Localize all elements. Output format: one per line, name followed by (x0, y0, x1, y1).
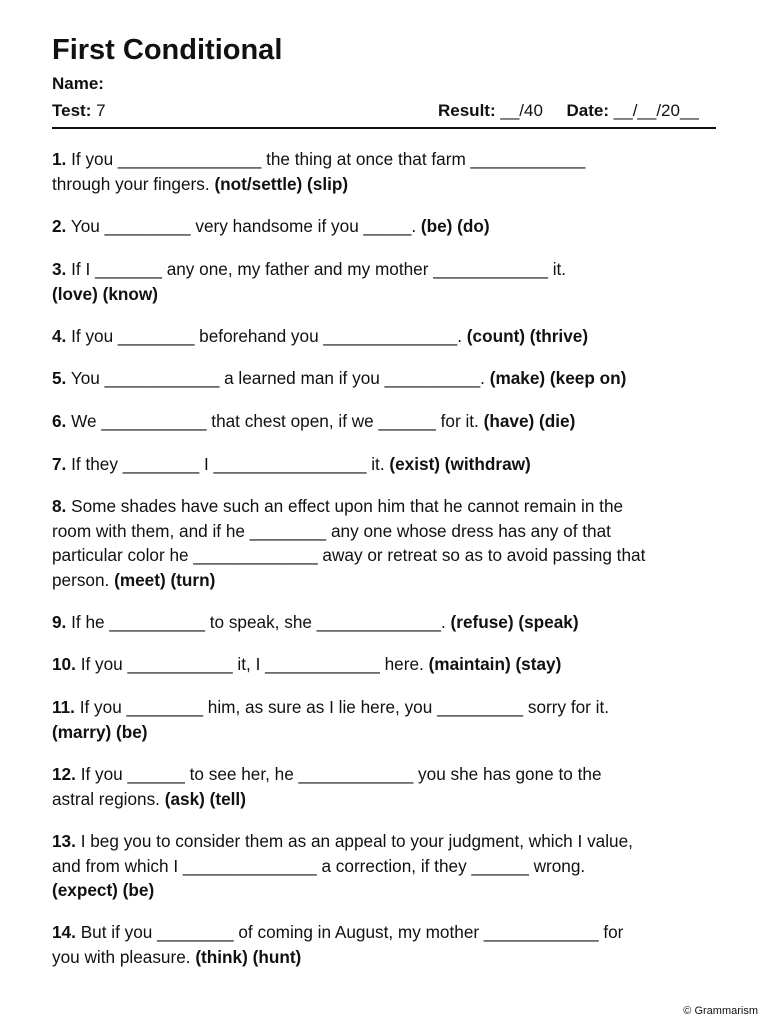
question-text-line: If I _______ any one, my father and my mother ____________ it. (71, 259, 567, 279)
question-6 (52, 409, 716, 434)
question-1 (52, 147, 716, 196)
question-number: 6. (52, 411, 67, 431)
question-number: 12. (52, 764, 76, 784)
test-row (52, 100, 716, 122)
question-13 (52, 829, 716, 903)
question-text-line: We ___________ that chest open, if we ______ for it. (71, 411, 479, 431)
question-text-line: you with pleasure. (52, 946, 191, 967)
verb-hints: (exist) (withdraw) (389, 454, 531, 474)
question-text-line: I beg you to consider them as an appeal to your judgment, which I value, (80, 831, 633, 851)
question-text-line: person. (52, 569, 110, 590)
question-text-line: You _________ very handsome if you _____. (70, 216, 417, 236)
question-5 (52, 366, 716, 391)
question-text-line: and from which I ______________ a correction, if they ______ wrong. (52, 855, 586, 876)
test-label: Test: (52, 101, 92, 120)
question-text-line: If they ________ I ________________ it. (71, 454, 385, 474)
question-number: 1. (52, 149, 67, 169)
question-10 (52, 652, 716, 677)
question-text-line: But if you ________ of coming in August, my mother ____________ for (80, 922, 624, 942)
test-number: 7 (96, 101, 106, 120)
verb-hints: (love) (know) (52, 283, 158, 304)
verb-hints: (have) (die) (483, 411, 576, 431)
result-date-group (438, 100, 699, 122)
question-number: 7. (52, 454, 67, 474)
verb-hints: (ask) (tell) (164, 788, 246, 809)
verb-hints: (maintain) (stay) (428, 654, 562, 674)
question-text-line: You ____________ a learned man if you __________. (70, 368, 485, 388)
question-11 (52, 695, 716, 744)
question-9 (52, 610, 716, 635)
verb-hints: (count) (thrive) (466, 326, 589, 346)
verb-hints: (refuse) (speak) (450, 612, 579, 632)
question-text-line: If he __________ to speak, she _____________. (71, 612, 446, 632)
question-number: 9. (52, 612, 67, 632)
question-text-line: If you ______ to see her, he ____________ you she has gone to the (80, 764, 602, 784)
result-label: Result: (438, 101, 496, 120)
verb-hints: (think) (hunt) (195, 946, 302, 967)
question-number: 5. (52, 368, 67, 388)
question-text-line: through your fingers. (52, 173, 210, 194)
question-text-line: particular color he _____________ away or retreat so as to avoid passing that (52, 545, 646, 565)
result-value: __/40 (500, 101, 543, 120)
worksheet-title: First Conditional (52, 34, 283, 66)
question-12 (52, 762, 716, 811)
question-number: 3. (52, 259, 67, 279)
verb-hints: (expect) (be) (52, 880, 155, 900)
verb-hints: (not/settle) (slip) (214, 173, 349, 194)
verb-hints: (make) (keep on) (489, 368, 627, 388)
question-4 (52, 324, 716, 349)
question-2 (52, 214, 716, 239)
question-text-line: astral regions. (52, 788, 160, 809)
question-text-line: If you ___________ it, I ____________ here. (80, 654, 424, 674)
question-number: 10. (52, 654, 76, 674)
verb-hints: (marry) (be) (52, 721, 148, 742)
name-row (52, 73, 104, 95)
copyright-footer: © Grammarism (683, 1005, 758, 1017)
question-number: 4. (52, 326, 67, 346)
question-8 (52, 494, 716, 592)
question-text-line: If you _______________ the thing at once that farm ____________ (71, 149, 586, 169)
question-number: 13. (52, 831, 76, 851)
question-3 (52, 257, 716, 306)
date-value: __/__/20__ (613, 101, 699, 120)
question-14 (52, 920, 716, 969)
question-text-line: Some shades have such an effect upon him that he cannot remain in the (71, 496, 624, 516)
name-label: Name: (52, 74, 104, 93)
header-divider (52, 127, 716, 129)
question-text-line: room with them, and if he ________ any one whose dress has any of that (52, 520, 611, 541)
question-number: 2. (52, 216, 67, 236)
date-label: Date: (566, 101, 610, 120)
question-number: 8. (52, 496, 67, 516)
question-number: 14. (52, 922, 76, 942)
question-number: 11. (52, 697, 75, 717)
verb-hints: (meet) (turn) (114, 569, 216, 590)
verb-hints: (be) (do) (420, 216, 490, 236)
question-7 (52, 452, 716, 477)
question-text-line: If you ________ him, as sure as I lie here, you _________ sorry for it. (79, 697, 610, 717)
question-text-line: If you ________ beforehand you ______________. (71, 326, 463, 346)
